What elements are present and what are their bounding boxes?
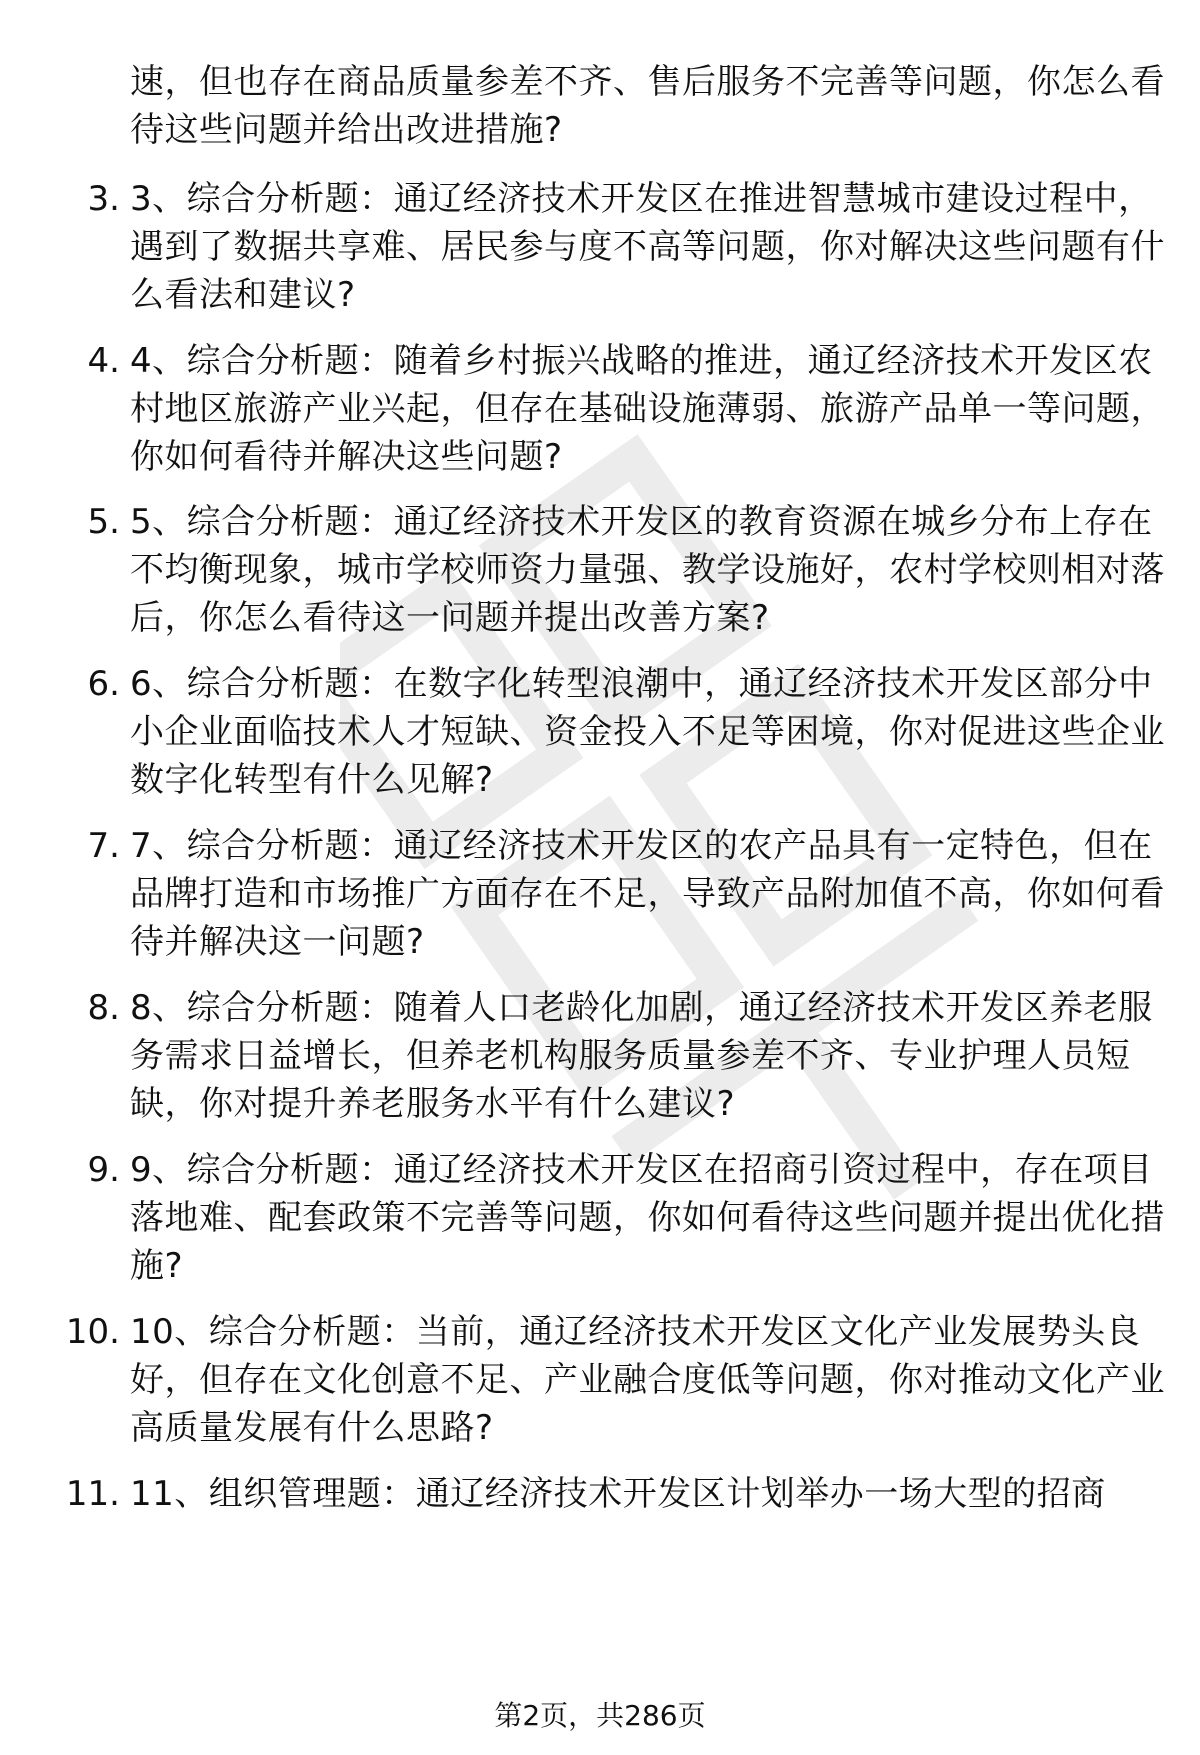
- list-item-text: 10、综合分析题：当前，通辽经济技术开发区文化产业发展势头良好，但存在文化创意不足、产业融合度低等问题，你对推动文化产业高质量发展有什么思路?: [130, 1312, 1165, 1448]
- continuation-paragraph: 速，但也存在商品质量参差不齐、售后服务不完善等问题，你怎么看待这些问题并给出改进措施?: [130, 62, 1165, 150]
- list-item-text: 7、综合分析题：通辽经济技术开发区的农产品具有一定特色，但在品牌打造和市场推广方面存在不足，导致产品附加值不高，你如何看待并解决这一问题?: [130, 826, 1165, 962]
- list-item-text: 4、综合分析题：随着乡村振兴战略的推进，通辽经济技术开发区农村地区旅游产业兴起，但存在基础设施薄弱、旅游产品单一等问题，你如何看待并解决这些问题?: [130, 341, 1165, 477]
- list-item-number: 8.: [87, 988, 120, 1028]
- list-item-number: 6.: [87, 664, 120, 704]
- list-item-text: 8、综合分析题：随着人口老龄化加剧，通辽经济技术开发区养老服务需求日益增长，但养老机构服务质量参差不齐、专业护理人员短缺，你对提升养老服务水平有什么建议?: [130, 988, 1153, 1124]
- list-item-text: 3、综合分析题：通辽经济技术开发区在推进智慧城市建设过程中，遇到了数据共享难、居民参与度不高等问题，你对解决这些问题有什么看法和建议?: [130, 179, 1165, 315]
- page-footer: 第2页，共286页: [494, 1699, 706, 1732]
- list-item-text: 9、综合分析题：通辽经济技术开发区在招商引资过程中，存在项目落地难、配套政策不完善等问题，你如何看待这些问题并提出优化措施?: [130, 1150, 1165, 1286]
- list-item-number: 5.: [87, 502, 120, 542]
- list-item-number: 3.: [87, 179, 120, 219]
- list-item-number: 11.: [65, 1474, 120, 1514]
- list-item-number: 10.: [65, 1312, 120, 1352]
- list-item-text: 11、组织管理题：通辽经济技术开发区计划举办一场大型的招商: [130, 1474, 1106, 1514]
- list-item-text: 6、综合分析题：在数字化转型浪潮中，通辽经济技术开发区部分中小企业面临技术人才短缺、资金投入不足等困境，你对促进这些企业数字化转型有什么见解?: [130, 664, 1165, 800]
- list-item-text: 5、综合分析题：通辽经济技术开发区的教育资源在城乡分布上存在不均衡现象，城市学校师资力量强、教学设施好，农村学校则相对落后，你怎么看待这一问题并提出改善方案?: [130, 502, 1165, 638]
- list-item-number: 7.: [87, 826, 120, 866]
- list-item-number: 9.: [87, 1150, 120, 1190]
- list-item-number: 4.: [87, 341, 120, 381]
